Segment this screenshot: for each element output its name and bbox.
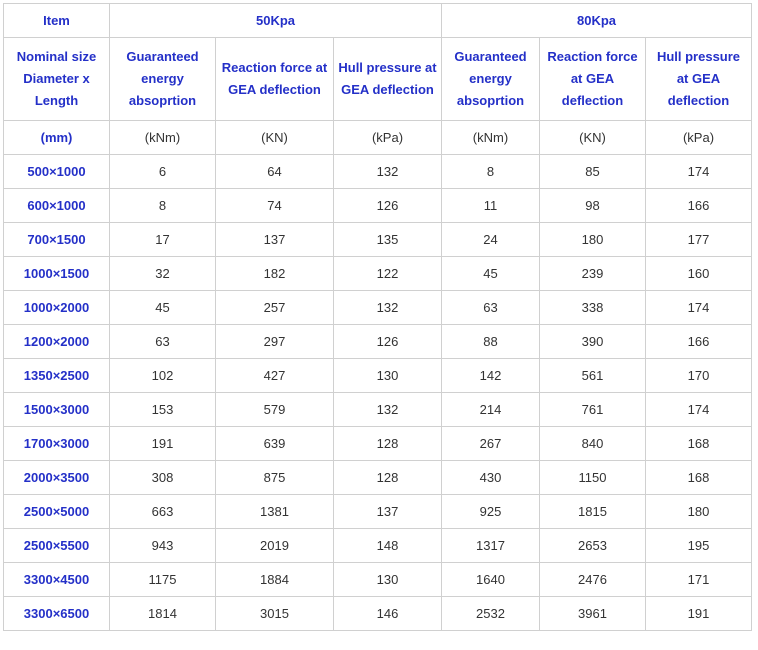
nominal-size-cell: 3300×4500 bbox=[4, 563, 110, 597]
nominal-size-cell: 500×1000 bbox=[4, 155, 110, 189]
table-row bbox=[4, 359, 752, 393]
reaction-50-cell: 3015 bbox=[216, 597, 334, 631]
reaction-80-cell: 1150 bbox=[540, 461, 646, 495]
header-group-80kpa: 80Kpa bbox=[442, 4, 752, 38]
unit-kn-80: (KN) bbox=[540, 121, 646, 155]
nominal-size-cell: 2500×5500 bbox=[4, 529, 110, 563]
reaction-50-cell: 137 bbox=[216, 223, 334, 257]
energy-80-cell: 63 bbox=[442, 291, 540, 325]
header-hull-80: Hull pressure at GEA deflection bbox=[646, 38, 752, 121]
header-item: Item bbox=[4, 4, 110, 38]
table-row bbox=[4, 189, 752, 223]
header-nominal-size: Nominal size Diameter x Length bbox=[4, 38, 110, 121]
table-row bbox=[4, 325, 752, 359]
hull-50-cell: 132 bbox=[334, 155, 442, 189]
reaction-80-cell: 2653 bbox=[540, 529, 646, 563]
energy-50-cell: 153 bbox=[110, 393, 216, 427]
nominal-size-cell: 2500×5000 bbox=[4, 495, 110, 529]
reaction-80-cell: 3961 bbox=[540, 597, 646, 631]
reaction-80-cell: 338 bbox=[540, 291, 646, 325]
reaction-80-cell: 561 bbox=[540, 359, 646, 393]
reaction-80-cell: 390 bbox=[540, 325, 646, 359]
energy-80-cell: 925 bbox=[442, 495, 540, 529]
table-row bbox=[4, 291, 752, 325]
energy-50-cell: 6 bbox=[110, 155, 216, 189]
hull-50-cell: 132 bbox=[334, 393, 442, 427]
table-row bbox=[4, 461, 752, 495]
energy-50-cell: 8 bbox=[110, 189, 216, 223]
hull-50-cell: 132 bbox=[334, 291, 442, 325]
energy-80-cell: 88 bbox=[442, 325, 540, 359]
hull-50-cell: 135 bbox=[334, 223, 442, 257]
table-row bbox=[4, 257, 752, 291]
unit-kn-50: (KN) bbox=[216, 121, 334, 155]
energy-80-cell: 2532 bbox=[442, 597, 540, 631]
energy-50-cell: 1814 bbox=[110, 597, 216, 631]
hull-50-cell: 130 bbox=[334, 563, 442, 597]
hull-50-cell: 126 bbox=[334, 325, 442, 359]
table-row bbox=[4, 427, 752, 461]
reaction-50-cell: 2019 bbox=[216, 529, 334, 563]
energy-80-cell: 267 bbox=[442, 427, 540, 461]
hull-50-cell: 128 bbox=[334, 427, 442, 461]
units-row bbox=[4, 121, 752, 155]
reaction-50-cell: 297 bbox=[216, 325, 334, 359]
energy-50-cell: 102 bbox=[110, 359, 216, 393]
energy-50-cell: 1175 bbox=[110, 563, 216, 597]
nominal-size-cell: 1000×2000 bbox=[4, 291, 110, 325]
hull-80-cell: 177 bbox=[646, 223, 752, 257]
hull-50-cell: 148 bbox=[334, 529, 442, 563]
energy-50-cell: 943 bbox=[110, 529, 216, 563]
nominal-size-cell: 3300×6500 bbox=[4, 597, 110, 631]
reaction-50-cell: 182 bbox=[216, 257, 334, 291]
table-row bbox=[4, 563, 752, 597]
header-hull-50: Hull pressure at GEA deflection bbox=[334, 38, 442, 121]
reaction-80-cell: 98 bbox=[540, 189, 646, 223]
energy-80-cell: 430 bbox=[442, 461, 540, 495]
reaction-50-cell: 1381 bbox=[216, 495, 334, 529]
energy-80-cell: 24 bbox=[442, 223, 540, 257]
reaction-80-cell: 840 bbox=[540, 427, 646, 461]
energy-50-cell: 45 bbox=[110, 291, 216, 325]
table-body bbox=[4, 4, 752, 631]
reaction-50-cell: 579 bbox=[216, 393, 334, 427]
hull-80-cell: 170 bbox=[646, 359, 752, 393]
hull-50-cell: 146 bbox=[334, 597, 442, 631]
header-group-50kpa: 50Kpa bbox=[110, 4, 442, 38]
energy-50-cell: 191 bbox=[110, 427, 216, 461]
hull-80-cell: 195 bbox=[646, 529, 752, 563]
reaction-80-cell: 180 bbox=[540, 223, 646, 257]
header-reaction-50: Reaction force at GEA deflection bbox=[216, 38, 334, 121]
hull-50-cell: 128 bbox=[334, 461, 442, 495]
hull-80-cell: 168 bbox=[646, 461, 752, 495]
reaction-50-cell: 427 bbox=[216, 359, 334, 393]
table-row bbox=[4, 529, 752, 563]
energy-80-cell: 45 bbox=[442, 257, 540, 291]
table-row bbox=[4, 597, 752, 631]
table-row bbox=[4, 223, 752, 257]
reaction-50-cell: 64 bbox=[216, 155, 334, 189]
unit-mm: (mm) bbox=[4, 121, 110, 155]
reaction-50-cell: 1884 bbox=[216, 563, 334, 597]
energy-80-cell: 8 bbox=[442, 155, 540, 189]
hull-80-cell: 168 bbox=[646, 427, 752, 461]
hull-80-cell: 174 bbox=[646, 291, 752, 325]
reaction-50-cell: 74 bbox=[216, 189, 334, 223]
energy-50-cell: 663 bbox=[110, 495, 216, 529]
hull-50-cell: 137 bbox=[334, 495, 442, 529]
energy-50-cell: 32 bbox=[110, 257, 216, 291]
table-row bbox=[4, 495, 752, 529]
unit-kpa-50: (kPa) bbox=[334, 121, 442, 155]
table-row bbox=[4, 155, 752, 189]
reaction-80-cell: 761 bbox=[540, 393, 646, 427]
energy-80-cell: 214 bbox=[442, 393, 540, 427]
reaction-80-cell: 85 bbox=[540, 155, 646, 189]
unit-knm-50: (kNm) bbox=[110, 121, 216, 155]
nominal-size-cell: 1200×2000 bbox=[4, 325, 110, 359]
unit-kpa-80: (kPa) bbox=[646, 121, 752, 155]
energy-80-cell: 1317 bbox=[442, 529, 540, 563]
hull-50-cell: 126 bbox=[334, 189, 442, 223]
nominal-size-cell: 2000×3500 bbox=[4, 461, 110, 495]
hull-80-cell: 166 bbox=[646, 325, 752, 359]
reaction-50-cell: 875 bbox=[216, 461, 334, 495]
reaction-50-cell: 639 bbox=[216, 427, 334, 461]
energy-80-cell: 1640 bbox=[442, 563, 540, 597]
energy-80-cell: 11 bbox=[442, 189, 540, 223]
nominal-size-cell: 1500×3000 bbox=[4, 393, 110, 427]
nominal-size-cell: 1700×3000 bbox=[4, 427, 110, 461]
hull-80-cell: 166 bbox=[646, 189, 752, 223]
hull-50-cell: 122 bbox=[334, 257, 442, 291]
energy-50-cell: 308 bbox=[110, 461, 216, 495]
nominal-size-cell: 700×1500 bbox=[4, 223, 110, 257]
reaction-80-cell: 1815 bbox=[540, 495, 646, 529]
header-row-top bbox=[4, 4, 752, 38]
energy-50-cell: 17 bbox=[110, 223, 216, 257]
nominal-size-cell: 1350×2500 bbox=[4, 359, 110, 393]
hull-80-cell: 160 bbox=[646, 257, 752, 291]
hull-50-cell: 130 bbox=[334, 359, 442, 393]
header-energy-80: Guaranteed energy absoprtion bbox=[442, 38, 540, 121]
header-reaction-80: Reaction force at GEA deflection bbox=[540, 38, 646, 121]
reaction-80-cell: 2476 bbox=[540, 563, 646, 597]
table-row bbox=[4, 393, 752, 427]
energy-50-cell: 63 bbox=[110, 325, 216, 359]
energy-80-cell: 142 bbox=[442, 359, 540, 393]
reaction-50-cell: 257 bbox=[216, 291, 334, 325]
reaction-80-cell: 239 bbox=[540, 257, 646, 291]
header-row-sub bbox=[4, 38, 752, 121]
hull-80-cell: 174 bbox=[646, 393, 752, 427]
unit-knm-80: (kNm) bbox=[442, 121, 540, 155]
hull-80-cell: 171 bbox=[646, 563, 752, 597]
hull-80-cell: 180 bbox=[646, 495, 752, 529]
hull-80-cell: 174 bbox=[646, 155, 752, 189]
hull-80-cell: 191 bbox=[646, 597, 752, 631]
nominal-size-cell: 1000×1500 bbox=[4, 257, 110, 291]
nominal-size-cell: 600×1000 bbox=[4, 189, 110, 223]
fender-spec-table bbox=[3, 3, 752, 631]
header-energy-50: Guaranteed energy absoprtion bbox=[110, 38, 216, 121]
